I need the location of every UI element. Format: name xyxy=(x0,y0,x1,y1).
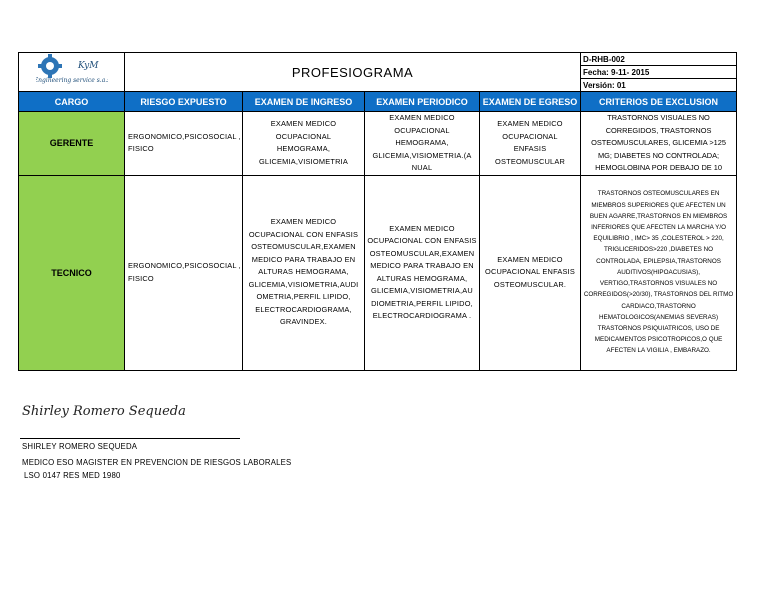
criterios-cell: TRASTORNOS VISUALES NO CORREGIDOS, TRASTORNOS OSTEOMUSCULARES, GLICEMIA >125 MG; DIABETES NO CONTROLADA; HEMOGLOBINA POR DEBAJO DE 10 xyxy=(581,112,737,176)
signature-line xyxy=(20,438,240,439)
egreso-cell: EXAMEN MEDICO OCUPACIONAL ENFASIS OSTEOMUSCULAR xyxy=(480,112,581,176)
riesgo-cell: ERGONOMICO,PSICOSOCIAL , FISICO xyxy=(125,112,243,176)
doc-version: Versión: 01 xyxy=(581,79,737,92)
profesiograma-table xyxy=(18,52,737,371)
header-cargo: CARGO xyxy=(19,92,125,112)
signature-image xyxy=(22,402,186,420)
logo-name: KyM xyxy=(77,60,98,71)
ingreso-cell: EXAMEN MEDICO OCUPACIONAL CON ENFASIS OSTEOMUSCULAR,EXAMEN MEDICO PARA TRABAJO EN ALTURAS HEMOGRAMA, GLICEMIA,VISIOMETRIA,AUDI OMETRIA,PERFIL LIPIDO, ELECTROCARDIOGRAMA, GRAVINDEX. xyxy=(243,175,365,370)
header-riesgo: RIESGO EXPUESTO xyxy=(125,92,243,112)
doc-date: Fecha: 9-11- 2015 xyxy=(581,66,737,79)
header-egreso: EXAMEN DE EGRESO xyxy=(480,92,581,112)
header-periodico: EXAMEN PERIODICO xyxy=(365,92,480,112)
logo-tagline: Engineering service s.a.s xyxy=(35,76,108,84)
header-row xyxy=(19,92,737,112)
header-criterios: CRITERIOS DE EXCLUSION xyxy=(581,92,737,112)
signer-name: SHIRLEY ROMERO SEQUEDA xyxy=(22,442,138,451)
table-row xyxy=(19,175,737,370)
cargo-cell: GERENTE xyxy=(19,112,125,176)
signer-title: MEDICO ESO MAGISTER EN PREVENCION DE RIESGOS LABORALES xyxy=(22,458,292,467)
ingreso-cell: EXAMEN MEDICO OCUPACIONAL HEMOGRAMA, GLICEMIA,VISIOMETRIA xyxy=(243,112,365,176)
egreso-cell: EXAMEN MEDICO OCUPACIONAL ENFASIS OSTEOMUSCULAR. xyxy=(480,175,581,370)
company-logo xyxy=(36,54,108,86)
table-row xyxy=(19,112,737,176)
criterios-cell: TRASTORNOS OSTEOMUSCULARES EN MIEMBROS SUPERIORES QUE AFECTEN UN BUEN AGARRE,TRASTORNOS EN MIEMBROS INFERIORES QUE AFECTEN LA MARCHA Y/O EQUILIBRIO , IMC> 35 ,COLESTEROL > 220, TRIGLICERIDOS>220 ,DIABETES NO CONTROLADA, EPILEPSIA,TRASTORNOS AUDITIVOS(HIPOACUSIAS), VERTIGO,TRASTORNOS VISUALES NO CORREGIDOS(>20/30), TRASTORNOS DEL RITMO CARDIACO,TRASTORNO HEMATOLOGICOS(ANEMIAS SEVERAS) TRASTORNOS PSIQUIATRICOS, USO DE MEDICAMENTOS PSICOTROPICOS,O QUE AFECTEN LA VIGILIA , EMBARAZO. xyxy=(581,175,737,370)
doc-code: D-RHB-002 xyxy=(581,53,737,66)
signer-license: LSO 0147 RES MED 1980 xyxy=(24,471,121,480)
handwritten-signature: Shirley Romero Sequeda xyxy=(22,404,186,419)
cargo-cell: TECNICO xyxy=(19,175,125,370)
periodico-cell: EXAMEN MEDICO OCUPACIONAL CON ENFASIS OSTEOMUSCULAR,EXAMEN MEDICO PARA TRABAJO EN ALTURAS HEMOGRAMA, GLICEMIA,VISIOMETRIA,AU DIOMETRIA,PERFIL LIPIDO, ELECTROCARDIOGRAMA . xyxy=(365,175,480,370)
page-title: PROFESIOGRAMA xyxy=(125,53,581,92)
header-ingreso: EXAMEN DE INGRESO xyxy=(243,92,365,112)
riesgo-cell: ERGONOMICO,PSICOSOCIAL , FISICO xyxy=(125,175,243,370)
periodico-cell: EXAMEN MEDICO OCUPACIONAL HEMOGRAMA, GLICEMIA,VISIOMETRIA.(A NUAL xyxy=(365,112,480,176)
logo-cell xyxy=(19,53,125,92)
